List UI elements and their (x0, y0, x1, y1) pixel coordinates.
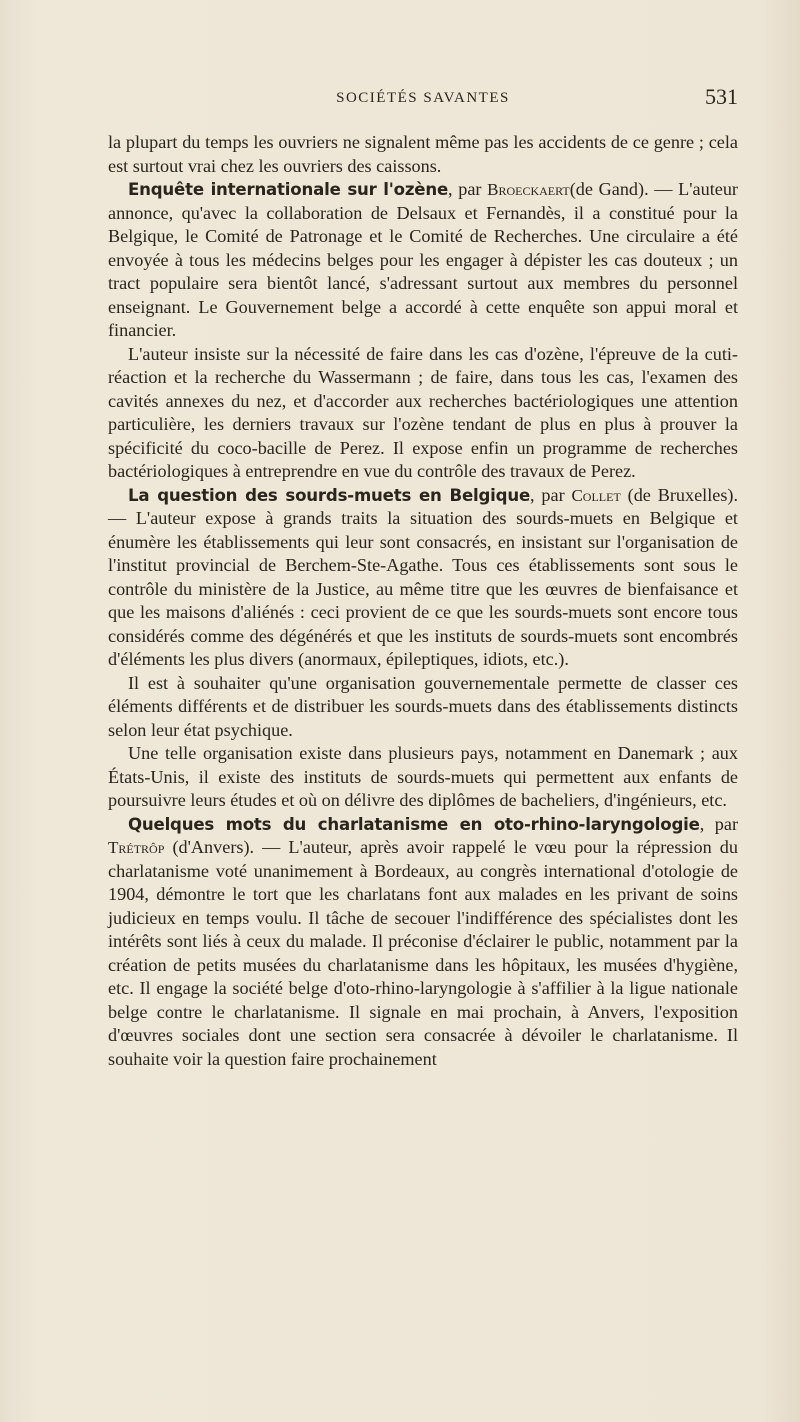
byline-prefix: , par (448, 179, 488, 199)
page-number: 531 (705, 84, 738, 109)
section-subject: La question des sourds-muets en Belgique (128, 485, 531, 505)
paragraph-other-countries (108, 742, 738, 813)
paragraph-government-organisation (108, 672, 738, 743)
paragraph-text: L'auteur insiste sur la nécessité de faire dans les cas d'ozène, l'épreuve de la cuti-réaction et la recherche du Wassermann ; de faire, dans tous les cas, l'examen des cavités annexes du nez, et d'accorder aux recherches bactériologiques une attention particulière, les derniers travaux sur l'ozène tendant de plus en plus à prouver la spécificité du coco-bacille de Perez. Il expose enfin un programme de recherches bactériologiques à entreprendre en vue du contrôle des travaux de Perez. (108, 343, 738, 481)
paragraph-text: (d'Anvers). — L'auteur, après avoir rappelé le vœu pour la répression du charlatanisme voté unanimement à Bordeaux, au congrès international d'otologie de 1904, démontre le tort que les charlatans font aux malades en les privant de soins judicieux en temps voulu. Il tâche de secouer l'indifférence des spécialistes dont les intérêts sont liés à ceux du malade. Il préconise d'éclairer le public, notamment par la création de petits musées du charlatanisme dans les hôpitaux, les musées d'hygiène, etc. Il engage la société belge d'oto-rhino-laryngologie à s'affilier à la ligue nationale belge contre le charlatanisme. Il signale en mai prochain, à Anvers, l'exposition d'œuvres sociales dont une section sera consacrée à dévoiler le charlatanisme. Il souhaite voir la question faire prochainement (108, 837, 738, 1069)
byline-prefix: , par (699, 813, 738, 834)
author-name: Collet (571, 485, 621, 505)
author-name: Broeckaert (487, 180, 570, 199)
page-header (108, 84, 738, 118)
section-subject: Enquête internationale sur l'ozène (128, 180, 449, 199)
paragraph-text: (de Bruxelles). — L'auteur expose à grands traits la situation des sourds-muets en Belgique et énumère les établissements qui leur sont consacrés, en insistant sur l'organisation de l'institut provincial de Berchem-Ste-Agathe. Tous ces établissements sont sous le contrôle du ministère de la Justice, au même titre que les œuvres de bienfaisance et que les maisons d'aliénés : ceci provient de ce que les sourds-muets sont encore tous considérés comme des dégénérés et que les instituts de sourds-muets sont encombrés d'éléments les plus divers (anormaux, épileptiques, idiots, etc.). (108, 484, 738, 669)
paragraph-text: (de Gand). — L'auteur annonce, qu'avec la collaboration de Delsaux et Fernandès, il a constitué pour la Belgique, le Comité de Patronage et le Comité de Recherches. Une circulaire a été envoyée à tous les médecins belges pour les engager à dépister les cas douteux ; un tract populaire sera bientôt lancé, s'adressant surtout aux membres du personnel enseignant. Le Gouvernement belge a accordé à cette enquête son appui moral et financier. (108, 179, 738, 340)
paragraph-text: Il est à souhaiter qu'une organisation gouvernementale permette de classer ces éléments différents et de distribuer les sourds-muets dans des établissements distincts selon leur état psychique. (108, 672, 738, 740)
paragraph-deaf-mute (108, 484, 738, 672)
paragraph-charlatanism (108, 813, 738, 1072)
paragraph-text: Une telle organisation existe dans plusieurs pays, notamment en Danemark ; aux États-Unis, il existe des instituts de sourds-muets qui permettent aux enfants de poursuivre leurs études et où on délivre des diplômes de bacheliers, d'ingénieurs, etc. (108, 743, 738, 810)
paragraph-text: la plupart du temps les ouvriers ne signalent même pas les accidents de ce genre ; cela est surtout vrai chez les ouvriers des caissons. (108, 132, 738, 176)
byline-prefix: , par (530, 484, 572, 505)
paragraph-continuation (108, 131, 738, 178)
author-name: Trétrôp (108, 838, 165, 857)
paragraph-ozene-details (108, 343, 738, 484)
body-text (108, 131, 738, 1071)
section-subject: Quelques mots du charlatanisme en oto-rhino-laryngologie (128, 814, 700, 834)
running-head: SOCIÉTÉS SAVANTES (336, 90, 510, 106)
paragraph-ozene-survey (108, 178, 738, 343)
